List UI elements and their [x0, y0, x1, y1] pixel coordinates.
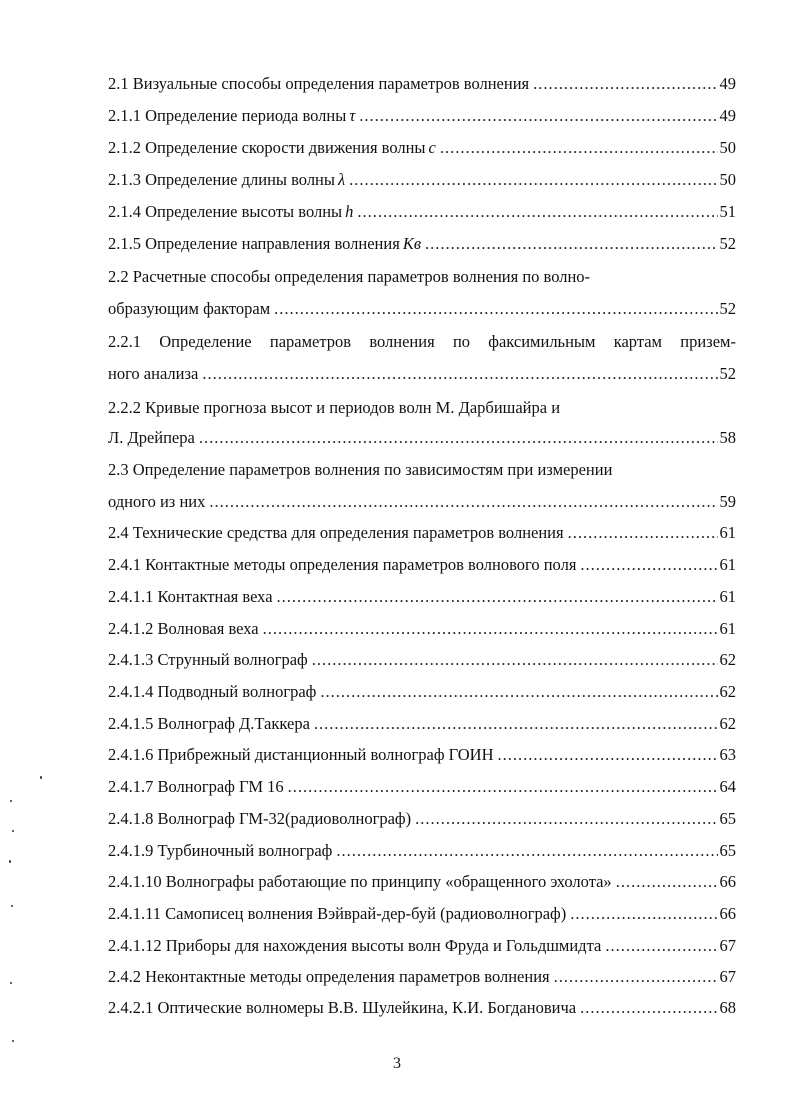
- toc-word: 2.2.1: [108, 332, 141, 351]
- toc-dot-leader: [288, 775, 718, 799]
- toc-entry-2-4[interactable]: [108, 521, 736, 545]
- toc-entry-symbol: τ: [349, 106, 356, 125]
- toc-page-number: 51: [719, 202, 736, 221]
- toc-page-number: 64: [719, 777, 736, 796]
- toc-page-number: 50: [719, 138, 736, 157]
- toc-entry-2-4-1-4[interactable]: [108, 680, 736, 704]
- toc-page-number: 52: [719, 364, 736, 383]
- toc-page-number: 67: [719, 936, 736, 955]
- scan-speck: [10, 982, 12, 984]
- toc-dot-leader: [533, 72, 717, 96]
- toc-entry-2-4-1-12[interactable]: [108, 934, 736, 958]
- toc-page-number: 61: [719, 555, 736, 574]
- toc-entry-2-2-1[interactable]: [108, 362, 736, 386]
- toc-entry-title: 2.1.2 Определение скорости движения волны: [108, 138, 426, 157]
- toc-page-number: 65: [719, 809, 736, 828]
- toc-entry-title: 2.2.2 Кривые прогноза высот и периодов волн М. Дарбишайра и: [108, 398, 561, 417]
- toc-entry-title-cont: ного анализа: [108, 364, 199, 383]
- toc-entry-2-1-3[interactable]: [108, 168, 736, 192]
- toc-entry-title: 2.4.1.12 Приборы для нахождения высоты волн Фруда и Гольдшмидта: [108, 936, 602, 955]
- toc-entry-title: 2.4.2.1 Оптические волномеры В.В. Шулейкина, К.И. Богдановича: [108, 998, 577, 1017]
- toc-dot-leader: [274, 297, 717, 321]
- toc-entry-title: 2.4.2 Неконтактные методы определения параметров волнения: [108, 967, 550, 986]
- scan-speck: [9, 860, 11, 863]
- toc-entry-title: 2.4.1.11 Самописец волнения Вэйврай-дер-буй (радиоволнограф): [108, 904, 567, 923]
- toc-entry-2-1-1[interactable]: [108, 104, 736, 128]
- toc-dot-leader: [359, 104, 717, 128]
- toc-entry-title: 2.1 Визуальные способы определения параметров волнения: [108, 74, 530, 93]
- toc-entry-2-4-1-9[interactable]: [108, 839, 736, 863]
- toc-entry-title: 2.4.1.7 Волнограф ГМ 16: [108, 777, 284, 796]
- toc-word: картам: [613, 332, 663, 351]
- toc-page-number: 61: [719, 523, 736, 542]
- scan-speck: [12, 1040, 14, 1042]
- toc-dot-leader: [580, 553, 717, 577]
- toc-dot-leader: [336, 839, 717, 863]
- toc-entry-title: 2.1.5 Определение направления волнения: [108, 234, 400, 253]
- toc-page-number: 66: [719, 904, 736, 923]
- scan-speck: [12, 830, 14, 832]
- toc-entry-2-4-1-11[interactable]: [108, 902, 736, 926]
- toc-page-number: 62: [719, 682, 736, 701]
- toc-page-number: 50: [719, 170, 736, 189]
- toc-entry-title-cont: Л. Дрейпера: [108, 428, 195, 447]
- toc-word: Определение: [159, 332, 252, 351]
- toc-entry-title: 2.3 Определение параметров волнения по зависимостям при измерении: [108, 460, 613, 479]
- toc-entry-2-4-2-1[interactable]: [108, 996, 736, 1020]
- toc-entry-2-1-2[interactable]: [108, 136, 736, 160]
- toc-dot-leader: [425, 232, 718, 256]
- toc-entry-2-2-1-line1[interactable]: [108, 330, 736, 354]
- toc-page-number: 62: [719, 714, 736, 733]
- toc-entry-title: 2.4 Технические средства для определения параметров волнения: [108, 523, 564, 542]
- toc-word: факсимильным: [488, 332, 596, 351]
- toc-page-number: 67: [719, 967, 736, 986]
- toc-entry-2-2-line1[interactable]: [108, 265, 736, 289]
- toc-page-number: 58: [719, 428, 736, 447]
- toc-dot-leader: [568, 521, 718, 545]
- toc-entry-2-4-2[interactable]: [108, 965, 736, 989]
- toc-dot-leader: [415, 807, 717, 831]
- toc-entry-2-4-1-7[interactable]: [108, 775, 736, 799]
- toc-word: волнения: [369, 332, 435, 351]
- toc-word: призем-: [680, 332, 736, 351]
- toc-dot-leader: [263, 617, 718, 641]
- toc-page-number: 59: [719, 492, 736, 511]
- toc-page-number: 61: [719, 587, 736, 606]
- toc-word: параметров: [269, 332, 352, 351]
- toc-entry-2-4-1-5[interactable]: [108, 712, 736, 736]
- toc-entry-symbol: h: [345, 202, 354, 221]
- toc-entry-title: 2.1.4 Определение высоты волны: [108, 202, 343, 221]
- toc-dot-leader: [202, 362, 717, 386]
- toc-dot-leader: [209, 490, 717, 514]
- toc-page-number: 63: [719, 745, 736, 764]
- toc-dot-leader: [314, 712, 718, 736]
- toc-page-number: 68: [719, 998, 736, 1017]
- toc-dot-leader: [357, 200, 717, 224]
- toc-dot-leader: [277, 585, 718, 609]
- scan-speck: [11, 905, 13, 907]
- toc-dot-leader: [605, 934, 717, 958]
- toc-entry-2-4-1-8[interactable]: [108, 807, 736, 831]
- toc-entry-title: 2.1.1 Определение периода волны: [108, 106, 347, 125]
- toc-entry-title: 2.4.1.9 Турбиночный волнограф: [108, 841, 333, 860]
- toc-page-number: 66: [719, 872, 736, 891]
- toc-entry-2-1-5[interactable]: [108, 232, 736, 256]
- toc-entry-title: 2.4.1.4 Подводный волнограф: [108, 682, 317, 701]
- toc-dot-leader: [554, 965, 718, 989]
- toc-page-number: 62: [719, 650, 736, 669]
- toc-entry-title: 2.4.1.2 Волновая веха: [108, 619, 259, 638]
- toc-dot-leader: [580, 996, 717, 1020]
- toc-entry-2-4-1-2[interactable]: [108, 617, 736, 641]
- toc-entry-title: 2.4.1.3 Струнный волнограф: [108, 650, 308, 669]
- toc-entry-2-3[interactable]: [108, 490, 736, 514]
- toc-dot-leader: [498, 743, 718, 767]
- toc-entry-symbol: Kв: [402, 234, 421, 253]
- toc-dot-leader: [312, 648, 718, 672]
- toc-entry-2-4-1[interactable]: [108, 553, 736, 577]
- toc-page-number: 52: [719, 234, 736, 253]
- toc-entry-2-2-2-line1[interactable]: [108, 396, 736, 420]
- toc-entry-title: 2.4.1.8 Волнограф ГМ-32(радиоволнограф): [108, 809, 412, 828]
- toc-entry-2-2-2[interactable]: [108, 426, 736, 450]
- toc-entry-2-4-1-6[interactable]: [108, 743, 736, 767]
- scan-speck: [10, 800, 12, 802]
- toc-entry-2-4-1-3[interactable]: [108, 648, 736, 672]
- toc-entry-2-1-4[interactable]: [108, 200, 736, 224]
- toc-dot-leader: [349, 168, 717, 192]
- toc-entry-title-cont: одного из них: [108, 492, 206, 511]
- toc-entry-symbol: c: [428, 138, 436, 157]
- toc-dot-leader: [616, 870, 718, 894]
- page-number: 3: [393, 1055, 401, 1072]
- toc-entry-2-1[interactable]: [108, 72, 736, 96]
- toc-entry-title: 2.4.1.10 Волнографы работающие по принципу «обращенного эхолота»: [108, 872, 612, 891]
- toc-page-number: 65: [719, 841, 736, 860]
- toc-entry-title-cont: образующим факторам: [108, 299, 271, 318]
- toc-page-number: 52: [719, 299, 736, 318]
- toc-entry-title: 2.1.3 Определение длины волны: [108, 170, 335, 189]
- toc-entry-title: 2.2 Расчетные способы определения параметров волнения по волно-: [108, 267, 591, 286]
- toc-dot-leader: [199, 426, 718, 450]
- toc-word: по: [452, 332, 471, 351]
- toc-entry-title: 2.4.1.1 Контактная веха: [108, 587, 273, 606]
- toc-entry-2-4-1-1[interactable]: [108, 585, 736, 609]
- scan-speck: [40, 776, 42, 779]
- toc-entry-2-2[interactable]: [108, 297, 736, 321]
- toc-dot-leader: [570, 902, 717, 926]
- toc-page-number: 61: [719, 619, 736, 638]
- toc-entry-2-4-1-10[interactable]: [108, 870, 736, 894]
- toc-entry-title: 2.4.1.5 Волнограф Д.Таккера: [108, 714, 310, 733]
- toc-dot-leader: [320, 680, 717, 704]
- toc-dot-leader: [440, 136, 718, 160]
- toc-page-number: 49: [719, 74, 736, 93]
- toc-entry-title: 2.4.1 Контактные методы определения параметров волнового поля: [108, 555, 577, 574]
- toc-entry-2-3-line1[interactable]: [108, 458, 736, 482]
- toc-entry-symbol: λ: [337, 170, 346, 189]
- toc-entry-title: 2.4.1.6 Прибрежный дистанционный волнограф ГОИН: [108, 745, 494, 764]
- toc-page-number: 49: [719, 106, 736, 125]
